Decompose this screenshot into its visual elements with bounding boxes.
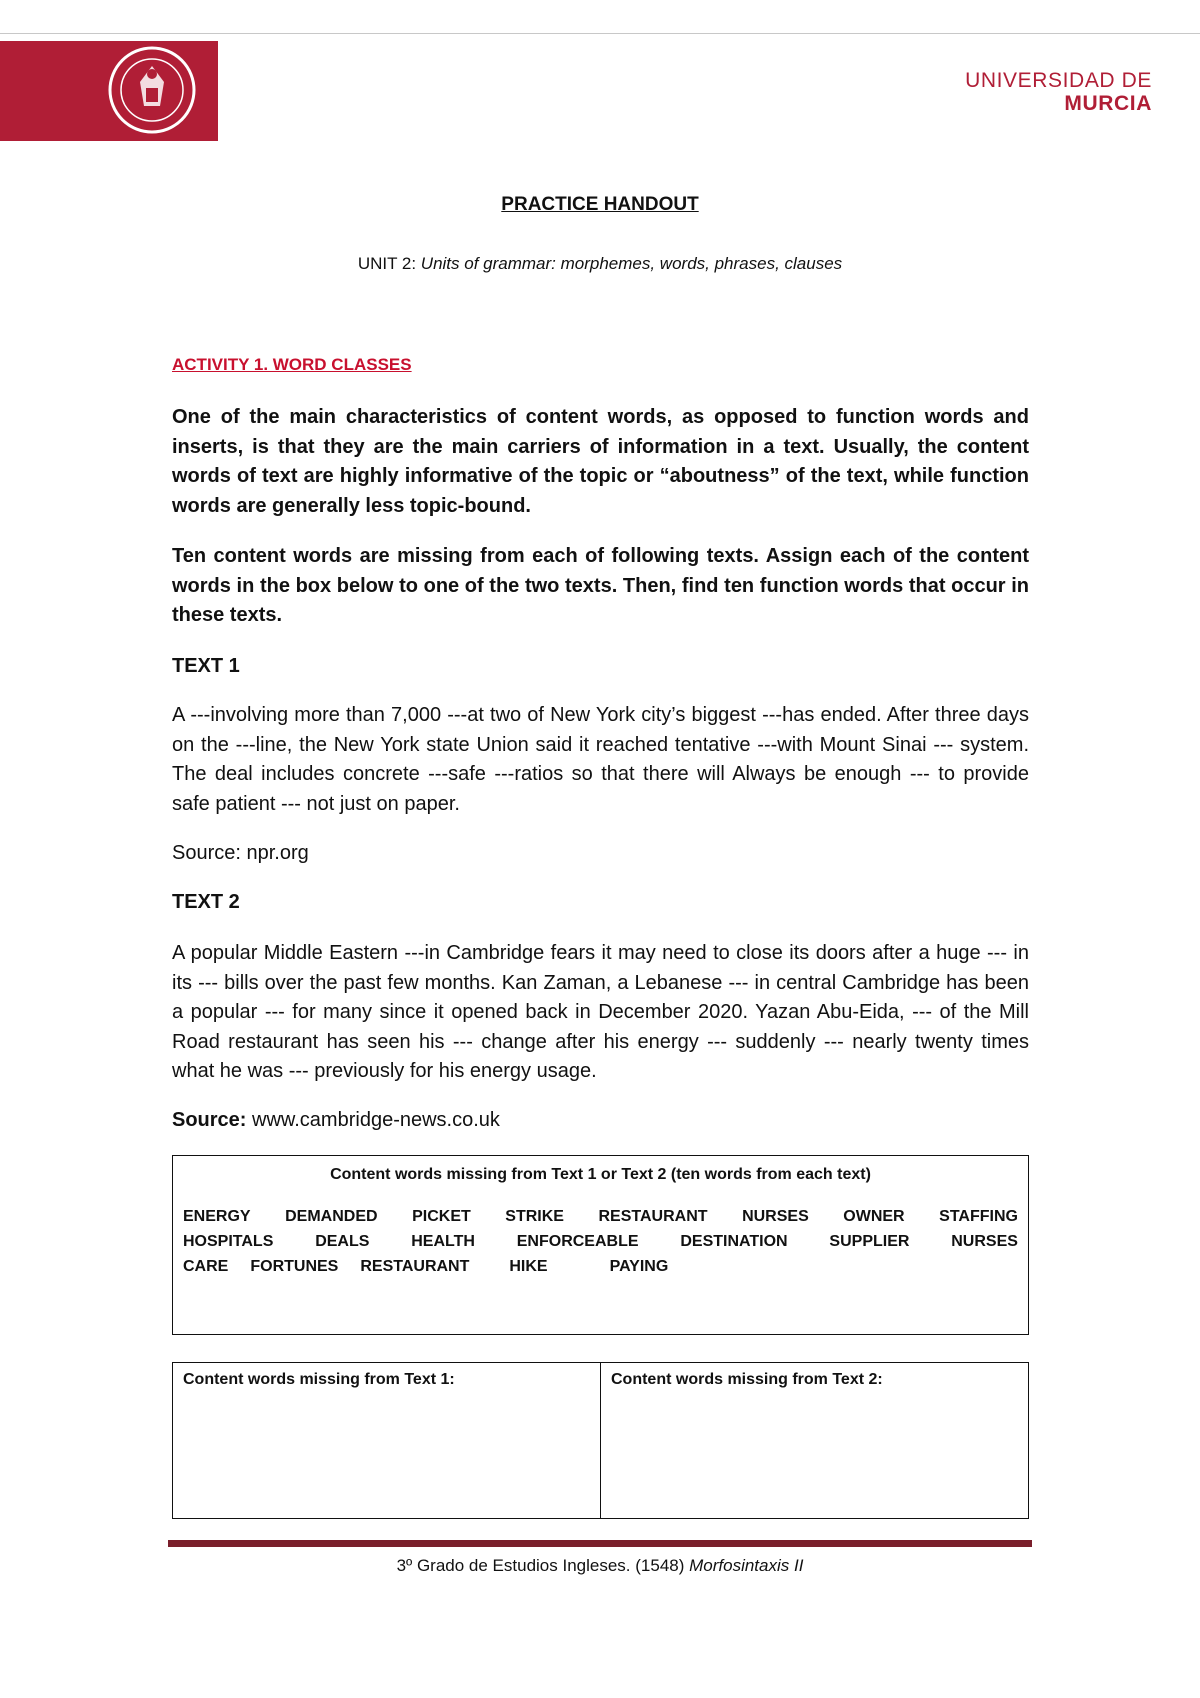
word-item: RESTAURANT bbox=[360, 1258, 470, 1275]
unit-subtitle: Units of grammar: morphemes, words, phrases, clauses bbox=[420, 254, 843, 273]
word-item: STRIKE bbox=[505, 1208, 564, 1225]
word-item: PICKET bbox=[412, 1208, 471, 1225]
word-row-2 bbox=[183, 1229, 1018, 1254]
word-row-3 bbox=[183, 1254, 1018, 1279]
university-seal-logo bbox=[84, 44, 220, 136]
university-brand bbox=[965, 70, 1152, 114]
word-box bbox=[172, 1155, 1029, 1335]
word-item: DEMANDED bbox=[285, 1208, 378, 1225]
text2-source-link: www.cambridge-news.co.uk bbox=[246, 1109, 500, 1131]
intro-paragraph: One of the main characteristics of content words, as opposed to function words and inserts, is that they are the main carriers of information in a text. Usually, the content words of text are highly informative of the topic or “aboutness” of the text, while function words are generally less topic-bound. bbox=[172, 406, 1029, 517]
word-item: OWNER bbox=[843, 1208, 905, 1225]
brand-line-2: MURCIA bbox=[1064, 92, 1152, 115]
text1-answer-cell[interactable]: Content words missing from Text 1: bbox=[183, 1371, 455, 1388]
word-item: STAFFING bbox=[939, 1208, 1018, 1225]
word-row-1 bbox=[183, 1204, 1018, 1229]
activity-heading: ACTIVITY 1. WORD CLASSES bbox=[172, 355, 412, 374]
word-item: PAYING bbox=[609, 1258, 669, 1275]
word-item: ENERGY bbox=[183, 1208, 251, 1225]
footer-subject: Morfosintaxis II bbox=[689, 1556, 804, 1575]
page-footer bbox=[0, 1556, 1200, 1576]
word-list bbox=[183, 1204, 1018, 1279]
word-item: ENFORCEABLE bbox=[516, 1233, 639, 1250]
word-item: CARE bbox=[183, 1258, 229, 1275]
text2-heading: TEXT 2 bbox=[172, 891, 240, 913]
text1-heading: TEXT 1 bbox=[172, 655, 240, 677]
word-item: SUPPLIER bbox=[829, 1233, 910, 1250]
word-item: RESTAURANT bbox=[598, 1208, 708, 1225]
word-item: HOSPITALS bbox=[183, 1233, 274, 1250]
word-box-heading: Content words missing from Text 1 or Text 2 (ten words from each text) bbox=[330, 1166, 871, 1183]
word-item: DESTINATION bbox=[680, 1233, 788, 1250]
unit-prefix: UNIT 2: bbox=[357, 254, 421, 273]
text2-source-label: Source: bbox=[172, 1109, 247, 1131]
text2-body: A popular Middle Eastern ---in Cambridge fears it may need to close its doors after a huge --- in its --- bills over the past few months. Kan Zaman, a Lebanese --- in central Cambridge has been a popular --- for many since it opened back in December 2020. Yazan Abu-Eida, --- of the Mill Road restaurant has seen his --- change after his energy --- suddenly --- nearly twenty times what he was --- previously for his energy usage. bbox=[172, 942, 1029, 1082]
footer-course: 3º Grado de Estudios Ingleses. (1548) bbox=[396, 1556, 690, 1575]
word-item: HIKE bbox=[509, 1258, 548, 1275]
text2-answer-cell[interactable]: Content words missing from Text 2: bbox=[600, 1363, 1028, 1518]
text1-source: Source: npr.org bbox=[172, 842, 309, 864]
footer-divider bbox=[168, 1540, 1032, 1547]
word-item: DEALS bbox=[315, 1233, 370, 1250]
word-item: NURSES bbox=[951, 1233, 1018, 1250]
top-border-line bbox=[0, 33, 1200, 34]
text1-body: A ---involving more than 7,000 ---at two of New York city’s biggest ---has ended. After three days on the ---line, the New York state Union said it reached tentative ---with Mount Sinai --- system. The deal includes concrete ---safe ---ratios so that there will Always be enough --- to provide safe patient --- not just on paper. bbox=[172, 704, 1029, 815]
word-item: NURSES bbox=[742, 1208, 809, 1225]
word-item: FORTUNES bbox=[250, 1258, 339, 1275]
word-item: HEALTH bbox=[411, 1233, 475, 1250]
instructions-paragraph: Ten content words are missing from each of following texts. Assign each of the content words in the box below to one of the two texts. Then, find ten function words that occur in these texts. bbox=[172, 545, 1029, 626]
page-title: PRACTICE HANDOUT bbox=[501, 194, 699, 215]
brand-line-1: UNIVERSIDAD DE bbox=[965, 69, 1152, 92]
answer-table bbox=[172, 1362, 1029, 1519]
text2-source bbox=[172, 1106, 1029, 1136]
unit-line bbox=[0, 254, 1200, 274]
